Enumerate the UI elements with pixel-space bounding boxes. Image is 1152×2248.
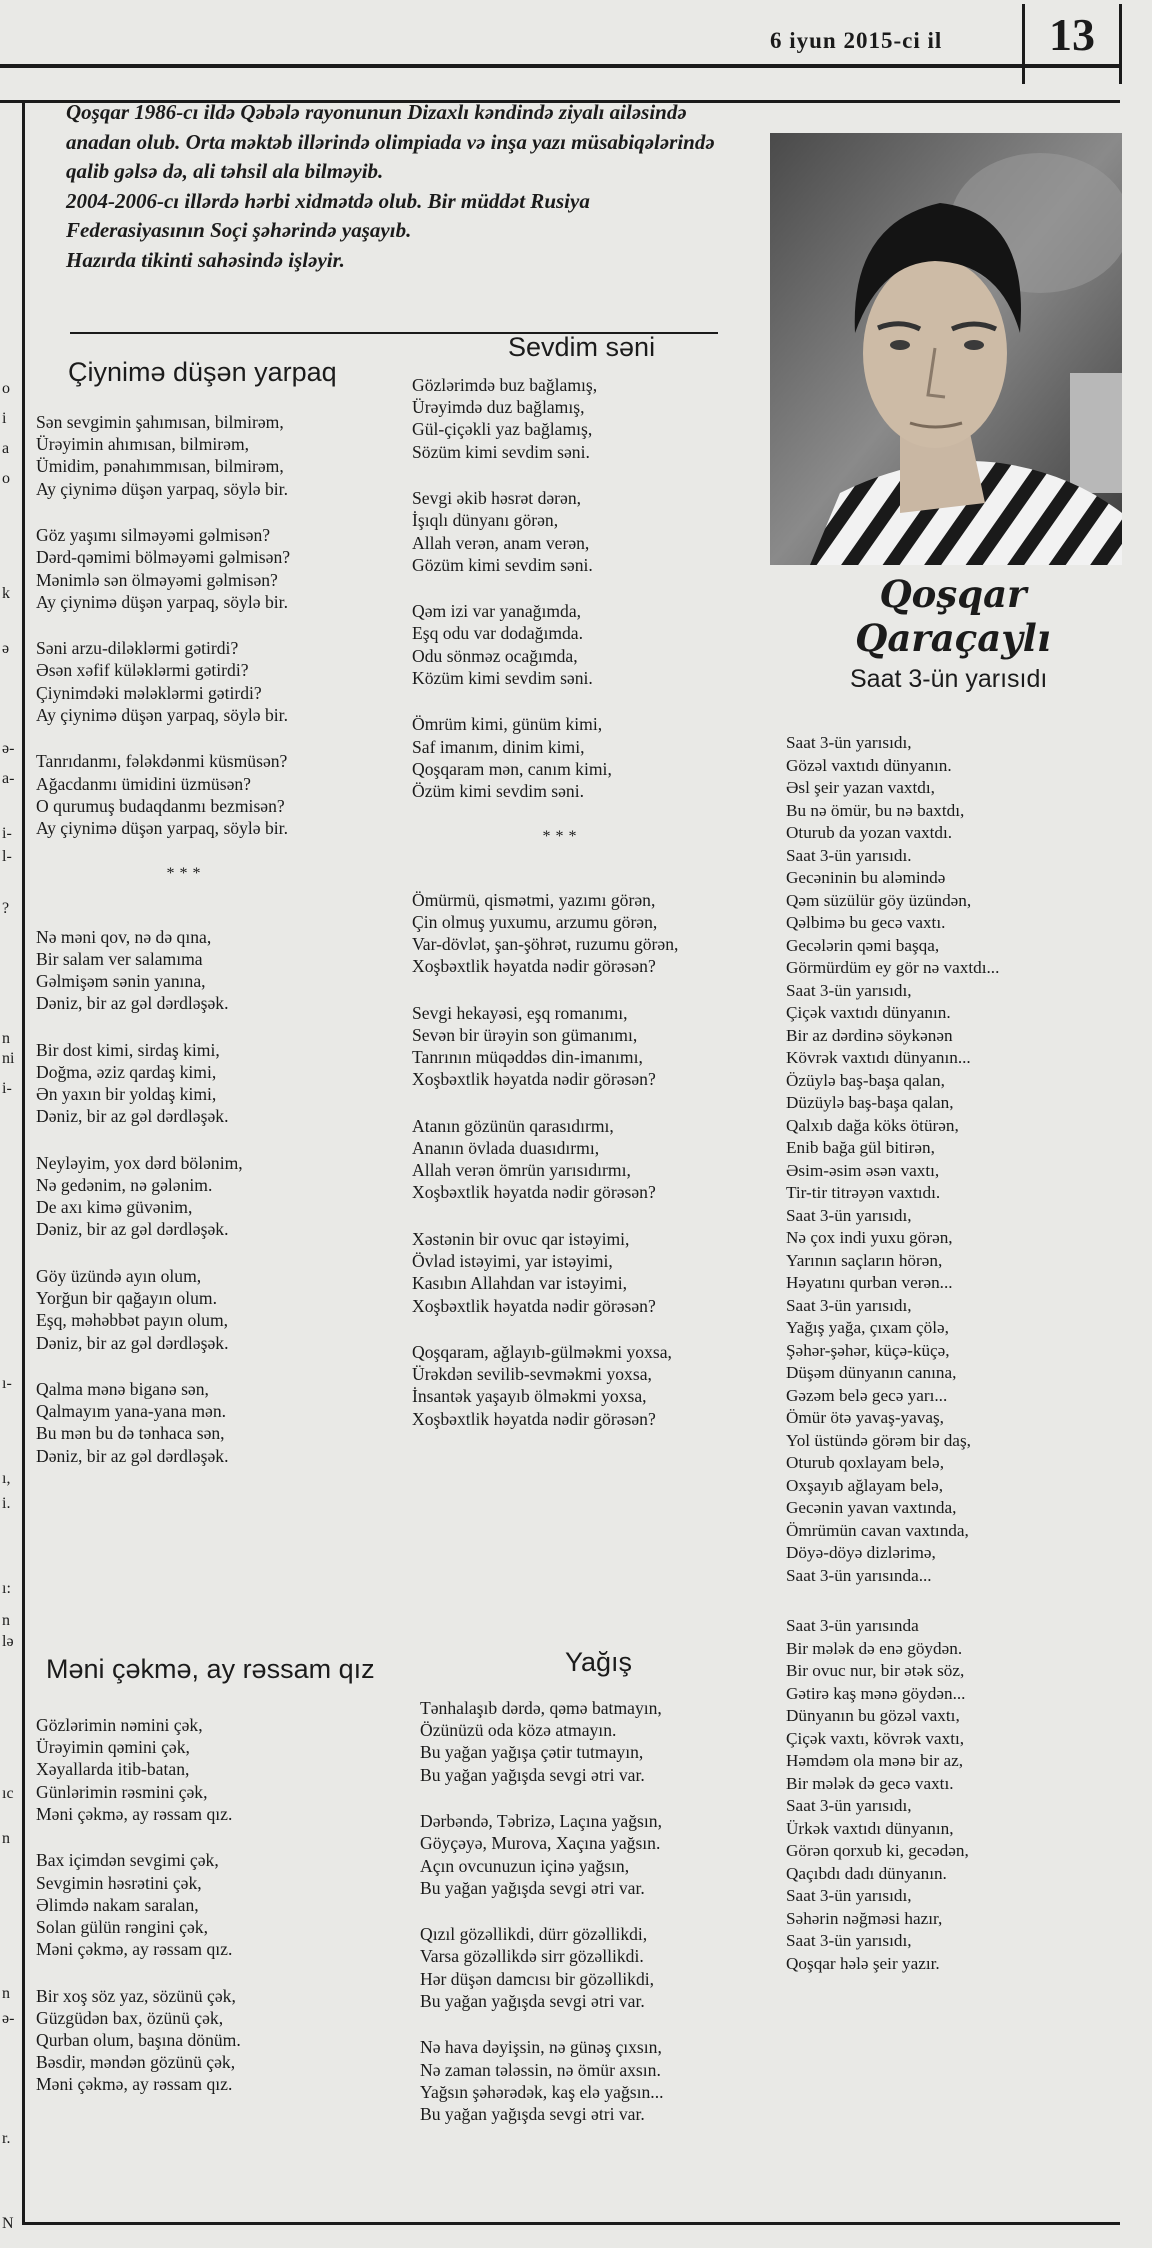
verse-line: Çiynimdəki mələklərmi gətirdi?: [36, 682, 262, 703]
stanza: [420, 2036, 760, 2125]
stanza: [36, 1265, 356, 1354]
author-bio: [66, 98, 726, 275]
stanza: [412, 1115, 752, 1204]
stanza: [412, 1228, 752, 1317]
verse-line: Bu yağan yağışa çətir tutmayın,: [420, 1742, 644, 1763]
stanza: [36, 1152, 356, 1241]
margin-fragment: ə-: [2, 740, 15, 757]
verse-line: Övlad istəyimi, yar istəyimi,: [412, 1251, 613, 1272]
margin-fragment: n: [2, 1985, 10, 2002]
author-signature: Qoşqar Qaraçaylı: [855, 572, 1051, 660]
verse-line: Gecələrin qəmi başqa,: [786, 935, 940, 955]
poem-title: Sevdim səni: [508, 332, 656, 362]
verse-line: Tir-tir titrəyən vaxtıdı.: [786, 1183, 941, 1202]
poem-sevdim: [412, 330, 752, 1454]
verse-line: Nə hava dəyişsin, nə günəş çıxsın,: [420, 2037, 662, 2058]
margin-fragment: i.: [2, 1495, 11, 1512]
stanza: [412, 487, 752, 576]
verse-line: Közüm kimi sevdim səni.: [412, 667, 593, 688]
bio-paragraph: Qoşqar 1986-cı ildə Qəbələ rayonunun Dizaxlı kəndində ziyalı ailəsində anadan olub. Orta məktəb illərində olimpiada və inşa yazı müsabiqələrində qalib gəlsə də, ali təhsil ala bilməyib.: [66, 100, 715, 183]
verse-line: Saat 3-ün yarısıdı,: [786, 980, 912, 1000]
verse-line: Oturub da yozan vaxtdı.: [786, 823, 953, 842]
verse-line: Ay çiynimə düşən yarpaq, söylə bir.: [36, 478, 288, 499]
verse-line: Xoşbəxtlik həyatda nədir görəsən?: [412, 956, 656, 977]
verse-line: Ağacdanmı ümidini üzmüsən?: [36, 773, 251, 794]
verse-line: Saat 3-ün yarısıdı,: [786, 1295, 912, 1315]
poem-separator: ***: [166, 865, 206, 883]
verse-line: Ay çiynimə düşən yarpaq, söylə bir.: [36, 817, 288, 838]
margin-fragment: lə: [2, 1633, 14, 1650]
verse-line: Ürəkdən sevilib-sevməkmi yoxsa,: [412, 1364, 652, 1385]
verse-line: Ay çiynimə düşən yarpaq, söylə bir.: [36, 704, 288, 725]
margin-fragment: ə: [2, 640, 10, 657]
verse-line: Sevgimin həsrətini çək,: [36, 1872, 202, 1893]
verse-line: Solan gülün rəngini çək,: [36, 1916, 208, 1937]
verse-line: Səhərin nəğməsi hazır,: [786, 1908, 943, 1928]
verse-line: Atanın gözünün qarasıdırmı,: [412, 1115, 614, 1136]
bio-paragraph: Hazırda tikinti sahəsində işləyir.: [66, 247, 345, 272]
verse-line: Ömürmü, qismətmi, yazımı görən,: [412, 889, 656, 910]
stanza: [36, 411, 356, 500]
verse-line: Saat 3-ün yarısıdı,: [786, 1205, 912, 1225]
verse-line: Varsa gözəllikdə sirr gözəllikdi.: [420, 1946, 644, 1967]
margin-fragment: ı,: [2, 1470, 11, 1487]
verse-line: Qalma mənə biganə sən,: [36, 1379, 209, 1400]
verse-line: Gül-çiçəkli yaz bağlamış,: [412, 419, 593, 440]
verse-line: Dəniz, bir az gəl dərdləşək.: [36, 1445, 229, 1466]
verse-line: Ürəyimin qəmini çək,: [36, 1737, 190, 1758]
stanza: [412, 600, 752, 689]
verse-line: Bir salam ver salamıma: [36, 948, 203, 969]
verse-line: Allah verən, anam verən,: [412, 532, 590, 553]
verse-line: Saf imanım, dinim kimi,: [412, 736, 585, 757]
margin-fragment: i-: [2, 825, 12, 842]
verse-line: Ürəyimin ahımısan, bilmirəm,: [36, 434, 250, 455]
margin-fragment: r.: [2, 2130, 11, 2147]
verse-line: Oxşayıb ağlayam belə,: [786, 1475, 944, 1495]
poem-title: Yağış: [565, 1647, 633, 1677]
verse-line: Tanrıdanmı, fələkdənmi küsmüsən?: [36, 751, 288, 772]
verse-line: Açın ovcunuzun içinə yağsın,: [420, 1855, 630, 1876]
margin-fragment: a-: [2, 770, 15, 787]
verse-line: Oturub qoxlayam belə,: [786, 1453, 944, 1472]
verse-line: Bir mələk də enə göydən.: [786, 1638, 963, 1658]
verse-line: Çin olmuş yuxumu, arzumu görən,: [412, 911, 658, 932]
verse-line: Ürəyimdə duz bağlamış,: [412, 397, 585, 418]
verse-line: Qalmayım yana-yana mən.: [36, 1401, 227, 1422]
verse-line: Çiçək vaxtıdı dünyanın.: [786, 1003, 951, 1022]
margin-fragment: ?: [2, 900, 10, 917]
margin-fragment: o: [2, 380, 10, 397]
verse-line: Xəyallarda itib-batan,: [36, 1759, 190, 1780]
verse-line: Dəniz, bir az gəl dərdləşək.: [36, 1106, 229, 1127]
verse-line: Bu yağan yağışda sevgi ətri var.: [420, 1877, 645, 1898]
verse-line: Neyləyim, yox dərd bölənim,: [36, 1152, 243, 1173]
stanza: [36, 1039, 356, 1128]
verse-line: Səni arzu-diləklərmi gətirdi?: [36, 638, 239, 659]
verse-line: Çiçək vaxtı, kövrək vaxtı,: [786, 1728, 965, 1748]
verse-line: Məni çəkmə, ay rəssam qız.: [36, 1939, 233, 1960]
verse-line: Qaçıbdı dadı dünyanın.: [786, 1863, 947, 1883]
verse-line: Saat 3-ün yarısıdı.: [786, 845, 912, 865]
margin-fragment: i: [2, 410, 7, 427]
verse-line: Qoşqar hələ şeir yazır.: [786, 1953, 940, 1973]
verse-line: İnsantək yaşayıb ölməkmi yoxsa,: [412, 1386, 647, 1407]
verse-line: Kasıbın Allahdan var istəyimi,: [412, 1273, 627, 1294]
verse-line: Allah verən ömrün yarısıdırmı,: [412, 1160, 631, 1181]
verse-line: Özüm kimi sevdim səni.: [412, 780, 585, 801]
verse-line: Güzgüdən bax, özünü çək,: [36, 2007, 224, 2028]
verse-line: Özüylə baş-başa qalan,: [786, 1070, 945, 1090]
verse-line: İşıqlı dünyanı görən,: [412, 510, 559, 531]
verse-line: Qalxıb dağa köks ötürən,: [786, 1115, 959, 1135]
margin-fragment: ə-: [2, 2010, 15, 2027]
margin-fragment: N: [2, 2215, 14, 2232]
verse-line: Həyatını qurban verən...: [786, 1273, 953, 1292]
verse-line: Nə gedənim, nə gələnim.: [36, 1175, 213, 1196]
verse-line: Saat 3-ün yarısında...: [786, 1565, 932, 1585]
verse-line: Əlimdə nakam saralan,: [36, 1894, 199, 1915]
verse-line: Əsən xəfif küləklərmi gətirdi?: [36, 660, 249, 681]
verse-line: Ömrüm kimi, günüm kimi,: [412, 714, 603, 735]
verse-line: Nə çox indi yuxu görən,: [786, 1228, 953, 1247]
footer-rule: [22, 2222, 1120, 2225]
verse-line: Ürkək vaxtıdı dünyanın,: [786, 1818, 954, 1838]
verse-line: Xoşbəxtlik həyatda nədir görəsən?: [412, 1408, 656, 1429]
verse-line: Dəniz, bir az gəl dərdləşək.: [36, 1332, 229, 1353]
stanza: [36, 1985, 376, 2096]
verse-line: Eşq, məhəbbət payın olum,: [36, 1310, 229, 1331]
verse-line: Gözəl vaxtıdı dünyanın.: [786, 755, 952, 775]
verse-line: Xoşbəxtlik həyatda nədir görəsən?: [412, 1182, 656, 1203]
page-number: 13: [1022, 4, 1122, 84]
verse-line: Saat 3-ün yarısıdı,: [786, 733, 912, 752]
verse-line: Ümidim, pənahımmısan, bilmirəm,: [36, 456, 284, 477]
stanza: [412, 889, 752, 978]
margin-fragment: n: [2, 1030, 10, 1047]
verse-line: Sevgi əkib həsrət dərən,: [412, 488, 582, 509]
verse-line: Bir dost kimi, sirdaş kimi,: [36, 1039, 220, 1060]
stanza: [36, 750, 356, 839]
verse-line: Var-dövlət, şan-şöhrət, ruzumu görən,: [412, 934, 679, 955]
verse-line: Dəniz, bir az gəl dərdləşək.: [36, 1219, 229, 1240]
poem-separator: ***: [542, 828, 582, 846]
stanza: [36, 926, 356, 1015]
stanza: [412, 1341, 752, 1430]
verse-line: Düzüylə baş-başa qalan,: [786, 1093, 954, 1112]
margin-fragment: n: [2, 1830, 10, 1847]
margin-fragment: l-: [2, 848, 12, 865]
verse-line: Saat 3-ün yarısıdı,: [786, 1931, 912, 1950]
verse-line: Odu sönməz ocağımda,: [412, 645, 578, 666]
verse-line: Bu mən bu də tənhaca sən,: [36, 1423, 225, 1444]
verse-line: Tanrının müqəddəs din-imanımı,: [412, 1047, 643, 1068]
verse-line: Saat 3-ün yarısıdı,: [786, 1796, 912, 1815]
verse-line: Ən yaxın bir yoldaş kimi,: [36, 1084, 217, 1105]
margin-fragment: k: [2, 585, 10, 602]
verse-line: Qurban olum, başına dönüm.: [36, 2030, 241, 2051]
stanza: [786, 732, 1122, 1587]
verse-line: Dərbəndə, Təbrizə, Laçına yağsın,: [420, 1811, 662, 1832]
verse-line: Yorğun bir qağayın olum.: [36, 1288, 217, 1309]
verse-line: Yağsın şəhərədək, kaş elə yağsın...: [420, 2081, 664, 2102]
verse-line: De axı kimə güvənim,: [36, 1197, 193, 1218]
verse-line: Sən sevgimin şahımısan, bilmirəm,: [36, 412, 284, 432]
verse-line: Görən qorxub ki, gecədən,: [786, 1841, 969, 1860]
verse-line: O qurumuş budaqdanmı bezmisən?: [36, 795, 285, 816]
bio-paragraph: 2004-2006-cı illərdə hərbi xidmətdə olub. Bir müddət Rusiya Federasiyasının Soçi şəhərində yaşayıb.: [66, 188, 590, 242]
poem-saat: [786, 662, 1122, 2003]
margin-fragment: ni: [2, 1050, 15, 1067]
verse-line: Saat 3-ün yarısıdı,: [786, 1886, 912, 1905]
verse-line: Bəsdir, məndən gözünü çək,: [36, 2052, 236, 2073]
margin-fragment: a: [2, 440, 10, 457]
verse-line: Düşəm dünyanın canına,: [786, 1363, 957, 1382]
verse-line: Gözlərimin nəmini çək,: [36, 1715, 203, 1735]
verse-line: Bu yağan yağışda sevgi ətri var.: [420, 1990, 645, 2011]
stanza: [36, 637, 356, 726]
verse-line: Bir mələk də gecə vaxtı.: [786, 1773, 954, 1793]
verse-line: Yarının saçların hörən,: [786, 1250, 943, 1270]
verse-line: Əsim-əsim əsən vaxtı,: [786, 1160, 940, 1180]
verse-line: Yol üstündə görəm bir daş,: [786, 1430, 971, 1450]
verse-line: Gətirə kaş mənə göydən...: [786, 1683, 966, 1703]
verse-line: Bir ovuc nur, bir ətək söz,: [786, 1661, 965, 1680]
verse-line: Dünyanın bu gözəl vaxtı,: [786, 1706, 960, 1725]
verse-line: Qəlbimə bu gecə vaxtı.: [786, 913, 946, 932]
verse-line: Görmürdüm ey gör nə vaxtdı...: [786, 958, 1000, 977]
verse-line: Saat 3-ün yarısında: [786, 1616, 919, 1635]
verse-line: Qəm süzülür göy üzündən,: [786, 890, 972, 910]
poem-title: Çiynimə düşən yarpaq: [68, 357, 337, 387]
verse-line: Bu yağan yağışda sevgi ətri var.: [420, 1764, 645, 1785]
poem-title: Məni çəkmə, ay rəssam qız: [46, 1654, 375, 1684]
stanza: [420, 1810, 760, 1899]
poem-title: Saat 3-ün yarısıdı: [850, 665, 1048, 693]
stanza: [36, 1714, 376, 1825]
poem-mene-cekme: [36, 1652, 376, 2120]
stanza: [36, 1849, 376, 1960]
verse-line: Gözlərimdə buz bağlamış,: [412, 375, 598, 395]
margin-fragment: ıc: [2, 1785, 14, 1802]
verse-line: Sevən bir ürəyin son gümanımı,: [412, 1024, 638, 1045]
verse-line: Bax içimdən sevgimi çək,: [36, 1850, 219, 1871]
verse-line: Şəhər-şəhər, küçə-küçə,: [786, 1340, 950, 1360]
verse-line: Xəstənin bir ovuc qar istəyimi,: [412, 1228, 630, 1249]
verse-line: Bir xoş söz yaz, sözünü çək,: [36, 1985, 236, 2006]
stanza: [36, 524, 356, 613]
verse-line: Qoşqaram mən, canım kimi,: [412, 758, 612, 779]
verse-line: Göz yaşımı silməyəmi gəlmisən?: [36, 525, 271, 546]
verse-line: Sevgi hekayəsi, eşq romanımı,: [412, 1002, 628, 1023]
stanza: [412, 1002, 752, 1091]
margin-fragment: o: [2, 470, 10, 487]
header-rule: [0, 64, 1120, 68]
verse-line: Sözüm kimi sevdim səni.: [412, 441, 590, 462]
verse-line: Bu yağan yağışda sevgi ətri var.: [420, 2103, 645, 2124]
verse-line: Gəlmişəm sənin yanına,: [36, 971, 206, 992]
verse-line: Özünüzü oda közə atmayın.: [420, 1720, 617, 1741]
verse-line: Xoşbəxtlik həyatda nədir görəsən?: [412, 1295, 656, 1316]
verse-line: Qəm izi var yanağımda,: [412, 601, 582, 622]
verse-line: Dəniz, bir az gəl dərdləşək.: [36, 993, 229, 1014]
column-rule-left: [22, 100, 25, 2225]
margin-fragment: i-: [2, 1080, 12, 1097]
verse-line: Göyçəyə, Murova, Xaçına yağsın.: [420, 1833, 661, 1854]
verse-line: Gözüm kimi sevdim səni.: [412, 554, 593, 575]
verse-line: Yağış yağa, çıxam çölə,: [786, 1318, 949, 1337]
verse-line: Doğma, əziz qardaş kimi,: [36, 1061, 217, 1082]
poem-ciynime: [36, 355, 356, 1491]
stanza: [412, 374, 752, 463]
verse-line: Gecəninin bu aləmində: [786, 868, 946, 887]
poem-yagis: [420, 1645, 760, 2149]
verse-line: Ömür ötə yavaş-yavaş,: [786, 1408, 944, 1427]
verse-line: Əsl şeir yazan vaxtdı,: [786, 778, 935, 797]
verse-line: Məni çəkmə, ay rəssam qız.: [36, 2074, 233, 2095]
verse-line: Göy üzündə ayın olum,: [36, 1265, 202, 1286]
verse-line: Məni çəkmə, ay rəssam qız.: [36, 1803, 233, 1824]
stanza: [412, 713, 752, 802]
verse-line: Eşq odu var dodağımda.: [412, 623, 584, 644]
author-photo: [770, 133, 1122, 565]
verse-line: Döyə-döyə dizlərimə,: [786, 1543, 936, 1562]
verse-line: Ay çiynimə düşən yarpaq, söylə bir.: [36, 591, 288, 612]
verse-line: Qoşqaram, ağlayıb-gülməkmi yoxsa,: [412, 1342, 672, 1363]
margin-fragment: n: [2, 1612, 10, 1629]
verse-line: Ömrümün cavan vaxtında,: [786, 1520, 969, 1540]
verse-line: Dərd-qəmimi bölməyəmi gəlmisən?: [36, 547, 291, 568]
verse-line: Gecənin yavan vaxtında,: [786, 1498, 957, 1517]
verse-line: Günlərimin rəsmini çək,: [36, 1781, 208, 1802]
verse-line: Tənhalaşıb dərdə, qəmə batmayın,: [420, 1698, 662, 1718]
verse-line: Bu nə ömür, bu nə baxtdı,: [786, 800, 965, 820]
verse-line: Kövrək vaxtıdı dünyanın...: [786, 1048, 971, 1067]
verse-line: Hər düşən damcısı bir gözəllikdi,: [420, 1968, 655, 1989]
issue-date: 6 iyun 2015-ci il: [770, 28, 943, 53]
stanza: [420, 1697, 760, 1786]
verse-line: Bir az dərdinə söykənən: [786, 1025, 953, 1045]
verse-line: Mənimlə sən ölməyəmi gəlmisən?: [36, 569, 278, 590]
verse-line: Həmdəm ola mənə bir az,: [786, 1751, 964, 1770]
stanza: [420, 1923, 760, 2012]
margin-fragment: ı-: [2, 1375, 12, 1392]
verse-line: Qızıl gözəllikdi, dürr gözəllikdi,: [420, 1924, 648, 1945]
verse-line: Gəzəm belə gecə yarı...: [786, 1385, 948, 1405]
verse-line: Nə məni qov, nə də qına,: [36, 926, 212, 947]
verse-line: Ananın övlada duasıdırmı,: [412, 1138, 600, 1159]
verse-line: Nə zaman tələssin, nə ömür axsın.: [420, 2059, 661, 2080]
verse-line: Enib bağa gül bitirən,: [786, 1138, 935, 1157]
verse-line: Xoşbəxtlik həyatda nədir görəsən?: [412, 1069, 656, 1090]
margin-fragment: ı:: [2, 1580, 11, 1597]
stanza: [786, 1615, 1122, 1975]
stanza: [36, 1378, 356, 1467]
